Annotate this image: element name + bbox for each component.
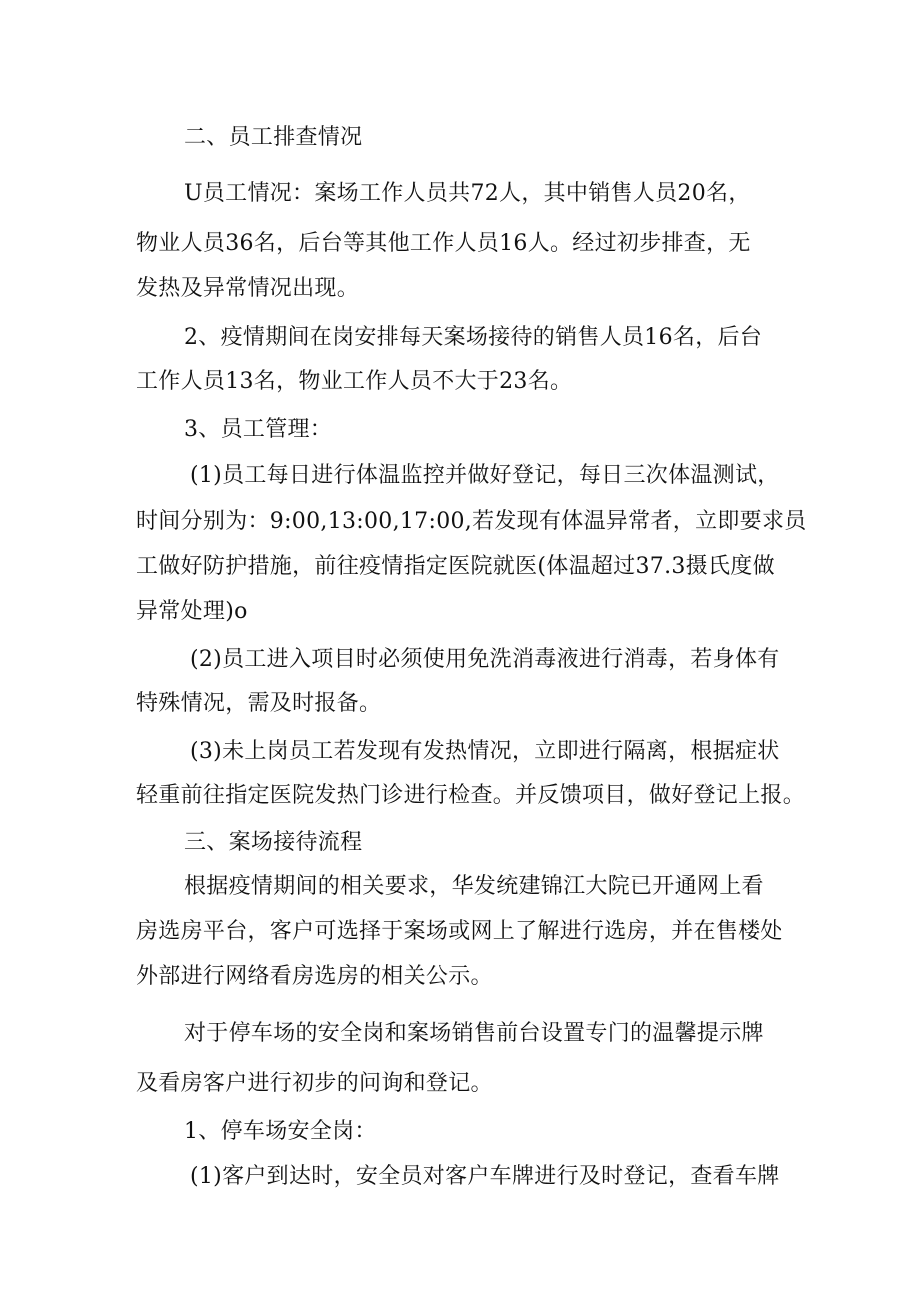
paragraph-line: 工作人员13名，物业工作人员不大于23名。	[136, 369, 573, 394]
paragraph-line: 外部进行网络看房选房的相关公示。	[136, 964, 493, 989]
section-heading-employee-screening: 二、员工排查情况	[184, 125, 363, 150]
section-heading-reception-process: 三、案场接待流程	[184, 830, 363, 855]
paragraph-line: 轻重前往指定医院发热门诊进行检查。并反馈项目，做好登记上报。	[136, 783, 806, 808]
paragraph-line: (1)客户到达时，安全员对客户车牌进行及时登记，查看车牌	[190, 1164, 780, 1189]
paragraph-line: 房选房平台，客户可选择于案场或网上了解进行选房，并在售楼处	[136, 919, 783, 944]
paragraph-line: 特殊情况，需及时报备。	[136, 691, 382, 716]
paragraph-line: (2)员工进入项目时必须使用免洗消毒液进行消毒，若身体有	[190, 647, 780, 672]
subheading-parking-security: 1、停车场安全岗：	[184, 1119, 377, 1144]
paragraph-line: 对于停车场的安全岗和案场销售前台设置专门的温馨提示牌	[184, 1021, 764, 1046]
paragraph-line: 2、疫情期间在岗安排每天案场接待的销售人员16名，后台	[184, 325, 763, 350]
paragraph-line: 工做好防护措施，前往疫情指定医院就医(体温超过37.3摄氏度做	[136, 554, 775, 579]
paragraph-line: (3)未上岗员工若发现有发热情况，立即进行隔离，根据症状	[190, 739, 780, 764]
paragraph-line: (1)员工每日进行体温监控并做好登记，每日三次体温测试，	[190, 463, 780, 488]
paragraph-line: 异常处理)o	[136, 599, 248, 624]
paragraph-line: U员工情况：案场工作人员共72人，其中销售人员20名，	[184, 181, 751, 206]
subheading-employee-management: 3、员工管理：	[184, 417, 333, 442]
paragraph-line: 发热及异常情况出现。	[136, 276, 360, 301]
paragraph-line: 根据疫情期间的相关要求，华发统建锦江大院已开通网上看	[184, 874, 764, 899]
paragraph-line: 时间分别为：9:00,13:00,17:00,若发现有体温异常者，立即要求员	[136, 509, 807, 534]
paragraph-line: 及看房客户进行初步的问询和登记。	[136, 1071, 493, 1096]
paragraph-line: 物业人员36名，后台等其他工作人员16人。经过初步排查，无	[136, 231, 751, 256]
